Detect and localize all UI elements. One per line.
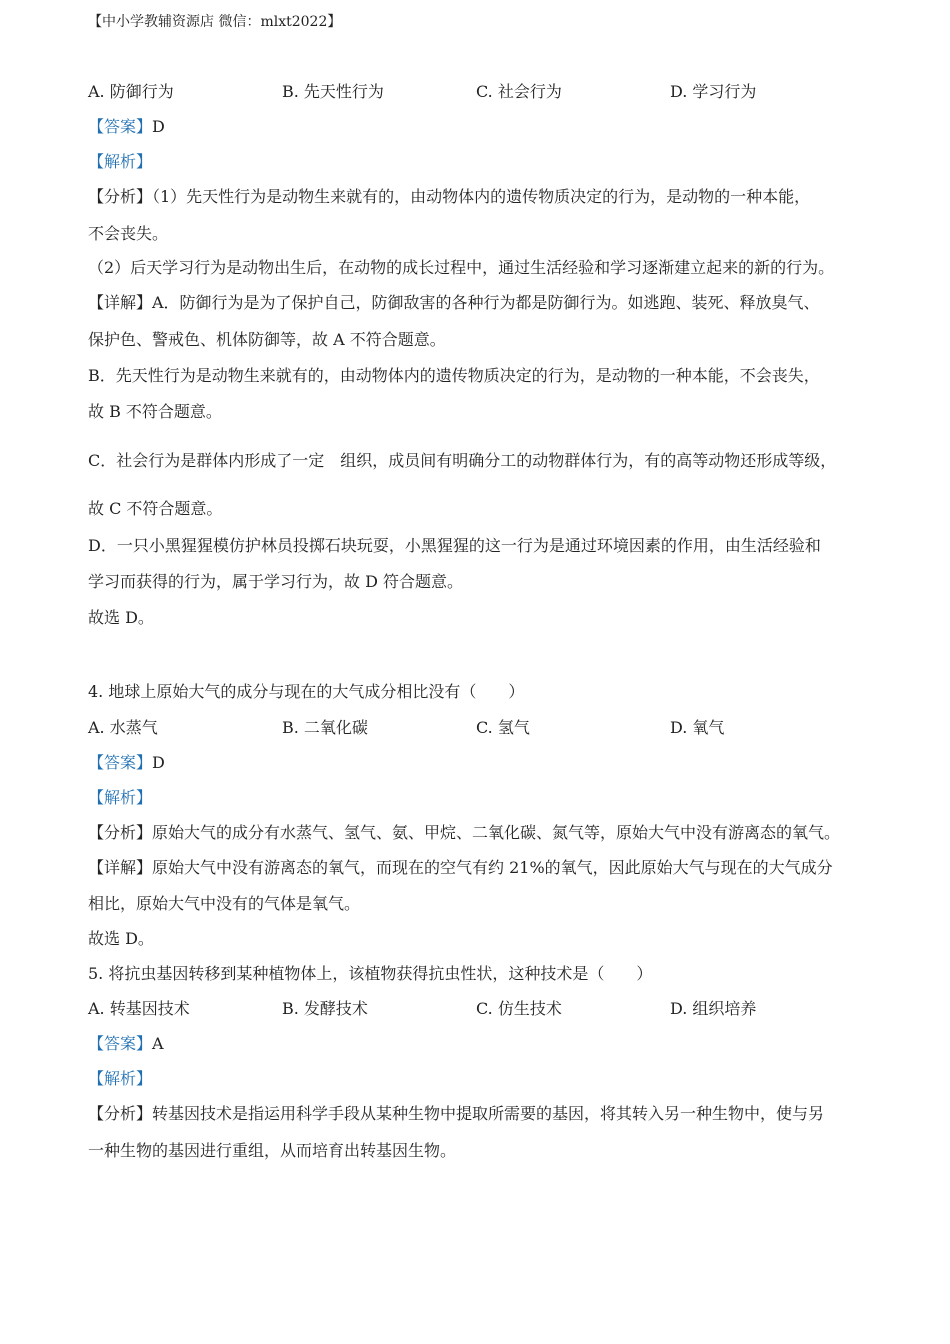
answer-label: 【答案】 [88,753,153,772]
q5-question: 5. 将抗虫基因转移到某种植物体上，该植物获得抗虫性状，这种技术是（ ） [88,964,653,983]
answer-value: D [152,117,165,136]
option-a: A. 水蒸气 [88,718,158,737]
page-header: 【中小学教辅资源店 微信：mlxt2022】 [88,14,342,30]
q3-line: 故 C 不符合题意。 [88,499,223,518]
q4-question: 4. 地球上原始大气的成分与现在的大气成分相比没有（ ） [88,682,525,701]
q3-line: （2）后天学习行为是动物出生后，在动物的成长过程中，通过生活经验和学习逐渐建立起来的新的行为。 [88,258,835,277]
q3-line: C．社会行为是群体内形成了一定 组织，成员间有明确分工的动物群体行为，有的高等动物还形成等级， [88,451,837,470]
option-c: C. 仿生技术 [476,999,562,1018]
q5-answer [88,1034,164,1054]
q5-line: 一种生物的基因进行重组，从而培育出转基因生物。 [88,1141,457,1160]
q3-line: 学习而获得的行为，属于学习行为，故 D 符合题意。 [88,572,464,591]
option-c: C. 社会行为 [476,82,562,101]
q4-line: 故选 D。 [88,929,154,948]
q4-line: 【分析】原始大气的成分有水蒸气、氢气、氨、甲烷、二氧化碳、氮气等，原始大气中没有游离态的氧气。 [88,823,841,842]
q3-analysis-label: 【解析】 [88,152,153,171]
q4-answer [88,753,165,773]
q3-line: 故选 D。 [88,608,154,627]
answer-label: 【答案】 [88,1034,153,1053]
option-a: A. 防御行为 [88,82,174,101]
option-b: B. 发酵技术 [282,999,368,1018]
option-b: B. 先天性行为 [282,82,384,101]
answer-value: A [152,1034,164,1053]
q3-line: 不会丧失。 [88,224,169,243]
q5-line: 【分析】转基因技术是指运用科学手段从某种生物中提取所需要的基因，将其转入另一种生物中，使与另 [88,1104,825,1123]
q4-line: 相比，原始大气中没有的气体是氧气。 [88,894,361,913]
q3-answer [88,117,165,137]
q3-line: D．一只小黑猩猩模仿护林员投掷石块玩耍，小黑猩猩的这一行为是通过环境因素的作用，由生活经验和 [88,536,821,555]
q4-line: 【详解】原始大气中没有游离态的氧气，而现在的空气有约 21%的氧气，因此原始大气与现在的大气成分 [88,858,833,877]
option-d: D. 学习行为 [670,82,757,101]
answer-value: D [152,753,165,772]
option-d: D. 氧气 [670,718,725,737]
q3-line: 故 B 不符合题意。 [88,402,222,421]
q3-line: 保护色、警戒色、机体防御等，故 A 不符合题意。 [88,330,446,349]
option-b: B. 二氧化碳 [282,718,368,737]
q4-analysis-label: 【解析】 [88,788,153,807]
q5-analysis-label: 【解析】 [88,1069,153,1088]
answer-label: 【答案】 [88,117,153,136]
option-a: A. 转基因技术 [88,999,190,1018]
q3-line: B．先天性行为是动物生来就有的，由动物体内的遗传物质决定的行为，是动物的一种本能，不会丧失， [88,366,820,385]
option-c: C. 氢气 [476,718,530,737]
option-d: D. 组织培养 [670,999,757,1018]
q3-line: 【详解】A．防御行为是为了保护自己，防御敌害的各种行为都是防御行为。如逃跑、装死、释放臭气、 [88,293,820,312]
q3-line: 【分析】（1）先天性行为是动物生来就有的，由动物体内的遗传物质决定的行为，是动物的一种本能， [88,187,811,206]
